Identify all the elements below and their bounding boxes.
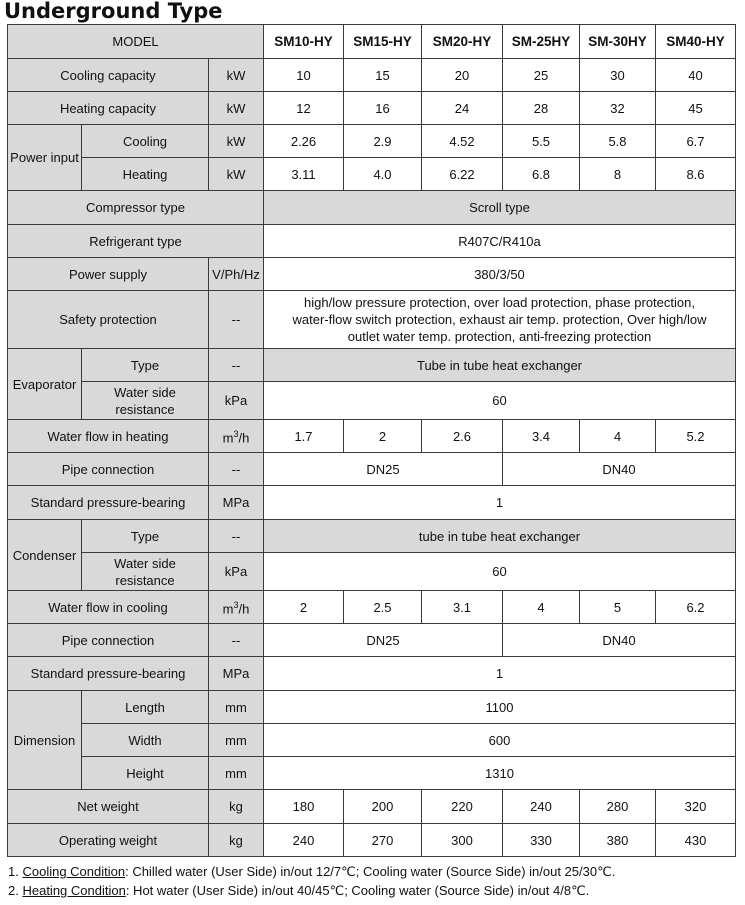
safety-line: high/low pressure protection, over load protection, phase protection, [304,295,695,310]
cell-value: 10 [264,59,344,92]
cell-value: 60 [264,553,736,591]
label-line: resistance [115,572,175,588]
footnote [8,881,615,900]
cell-value: 380/3/50 [264,258,736,291]
row-unit: kPa [209,553,264,591]
table-row [8,520,736,553]
cell-value: 15 [344,59,422,92]
cell-value: 1 [264,486,736,520]
cell-value: 4 [503,591,580,624]
cell-value: 32 [580,92,656,125]
table-row [8,591,736,624]
cell-value: 280 [580,790,656,824]
cell-value: 380 [580,824,656,857]
label-line: Water side [114,384,176,400]
footnote-text: : Chilled water (User Side) in/out 12/7℃; Cooling water (Source Side) in/out 25/30℃. [125,864,616,879]
footnote-text: : Hot water (User Side) in/out 40/45℃; Cooling water (Source Side) in/out 4/8℃. [125,883,590,898]
table-row [8,291,736,349]
footnote-number: 1. [8,864,23,879]
row-label: Water flow in heating [8,420,209,453]
table-row [8,790,736,824]
model-name: SM10-HY [264,25,344,59]
header-row [8,25,736,59]
cell-value: 5.8 [580,125,656,158]
cell-value: 1.7 [264,420,344,453]
footnote-number: 2. [8,883,23,898]
footnote-term: Heating Condition [22,883,126,898]
row-unit: MPa [209,486,264,520]
cell-value: 2.9 [344,125,422,158]
cell-value: Scroll type [264,191,736,225]
cell-value: 30 [580,59,656,92]
safety-line: outlet water temp. protection, anti-freezing protection [347,329,652,344]
row-label: Height [82,757,209,790]
row-unit: kg [209,824,264,857]
table-row [8,691,736,724]
cell-value: 6.2 [656,591,736,624]
cell-value: 600 [264,724,736,757]
table-row [8,420,736,453]
cell-value: 4.0 [344,158,422,191]
cell-value: 4.52 [422,125,503,158]
cell-value: 300 [422,824,503,857]
table-row [8,258,736,291]
row-unit: kPa [209,382,264,420]
table-row [8,59,736,92]
cell-value: 60 [264,382,736,420]
unit-sup: 3 [233,428,239,439]
cell-value: 5.2 [656,420,736,453]
spec-table [7,24,736,857]
cell-value: 4 [580,420,656,453]
row-unit: kW [209,158,264,191]
label-line: resistance [115,401,175,417]
cell-value: 6.22 [422,158,503,191]
row-label: Refrigerant type [8,225,264,258]
cell-value: 5 [580,591,656,624]
row-label: Water flow in cooling [8,591,209,624]
footnotes [8,862,615,900]
table-row [8,757,736,790]
cell-value: 6.7 [656,125,736,158]
row-unit: MPa [209,657,264,691]
cell-value: tube in tube heat exchanger [264,520,736,553]
row-unit [209,591,264,624]
cell-value: 2 [264,591,344,624]
cell-value: 16 [344,92,422,125]
row-label: Cooling capacity [8,59,209,92]
row-label [82,382,209,420]
table-row [8,724,736,757]
cell-value: 2.5 [344,591,422,624]
row-label: Compressor type [8,191,264,225]
cell-value: Tube in tube heat exchanger [264,349,736,382]
cell-value: 320 [656,790,736,824]
cell-value: DN25 [264,624,503,657]
cell-value: 240 [503,790,580,824]
cell-value: 3.1 [422,591,503,624]
table-row [8,382,736,420]
row-label: Cooling [82,125,209,158]
row-label: Type [82,520,209,553]
table-row [8,824,736,857]
cell-value: 8.6 [656,158,736,191]
row-unit [209,420,264,453]
table-row [8,553,736,591]
row-label: Standard pressure-bearing [8,657,209,691]
cell-value: DN40 [503,453,736,486]
cell-value: 1100 [264,691,736,724]
table-row [8,486,736,520]
row-unit: V/Ph/Hz [209,258,264,291]
cell-value: 220 [422,790,503,824]
row-unit: mm [209,757,264,790]
model-name: SM40-HY [656,25,736,59]
cell-value: 40 [656,59,736,92]
cell-value: 1310 [264,757,736,790]
cell-value: 12 [264,92,344,125]
row-unit: -- [209,624,264,657]
row-label: Standard pressure-bearing [8,486,209,520]
row-unit: -- [209,349,264,382]
row-label: Pipe connection [8,624,209,657]
group-label: Condenser [8,520,82,591]
cell-value: 180 [264,790,344,824]
row-label: Length [82,691,209,724]
footnote [8,862,615,881]
row-label: Pipe connection [8,453,209,486]
row-unit: mm [209,724,264,757]
cell-value: 6.8 [503,158,580,191]
group-label: Power input [8,125,82,191]
cell-value: 430 [656,824,736,857]
cell-value: 2 [344,420,422,453]
cell-value: 5.5 [503,125,580,158]
row-label: Width [82,724,209,757]
cell-value: 25 [503,59,580,92]
cell-value: 270 [344,824,422,857]
cell-value: 2.26 [264,125,344,158]
model-name: SM-30HY [580,25,656,59]
row-label: Net weight [8,790,209,824]
cell-value: 3.4 [503,420,580,453]
cell-value: 28 [503,92,580,125]
cell-value: 3.11 [264,158,344,191]
unit-sup: 3 [233,599,239,610]
table-row [8,92,736,125]
group-label: Evaporator [8,349,82,420]
cell-value: DN25 [264,453,503,486]
footnote-term: Cooling Condition [22,864,126,879]
row-label: Safety protection [8,291,209,349]
cell-value: 20 [422,59,503,92]
table-row [8,657,736,691]
row-unit: kW [209,92,264,125]
table-row [8,453,736,486]
cell-value: 45 [656,92,736,125]
row-label: Heating [82,158,209,191]
cell-value: 2.6 [422,420,503,453]
cell-value: R407C/R410a [264,225,736,258]
cell-value: DN40 [503,624,736,657]
cell-value: 330 [503,824,580,857]
model-name: SM-25HY [503,25,580,59]
row-label: Operating weight [8,824,209,857]
model-name: SM20-HY [422,25,503,59]
table-row [8,349,736,382]
row-unit: -- [209,291,264,349]
row-unit: mm [209,691,264,724]
table-row [8,624,736,657]
cell-value: 1 [264,657,736,691]
table-row [8,125,736,158]
row-unit: kg [209,790,264,824]
cell-value: 200 [344,790,422,824]
row-label [82,553,209,591]
cell-value: 8 [580,158,656,191]
row-label: Heating capacity [8,92,209,125]
table-row [8,158,736,191]
row-unit: -- [209,453,264,486]
label-line: Water side [114,555,176,571]
row-unit: -- [209,520,264,553]
row-label: Type [82,349,209,382]
group-label: Dimension [8,691,82,790]
cell-value: 240 [264,824,344,857]
model-name: SM15-HY [344,25,422,59]
table-row [8,225,736,258]
model-header: MODEL [8,25,264,59]
row-unit: kW [209,125,264,158]
row-unit: kW [209,59,264,92]
unit-base: m [222,601,234,617]
unit-base: m [222,430,234,446]
page-title: Underground Type [4,0,223,23]
safety-line: water-flow switch protection, exhaust air temp. protection, Over high/low [292,312,707,327]
row-label: Power supply [8,258,209,291]
table-row [8,191,736,225]
cell-value [264,291,736,349]
unit-rest: /h [238,430,250,446]
cell-value: 24 [422,92,503,125]
unit-rest: /h [238,601,250,617]
